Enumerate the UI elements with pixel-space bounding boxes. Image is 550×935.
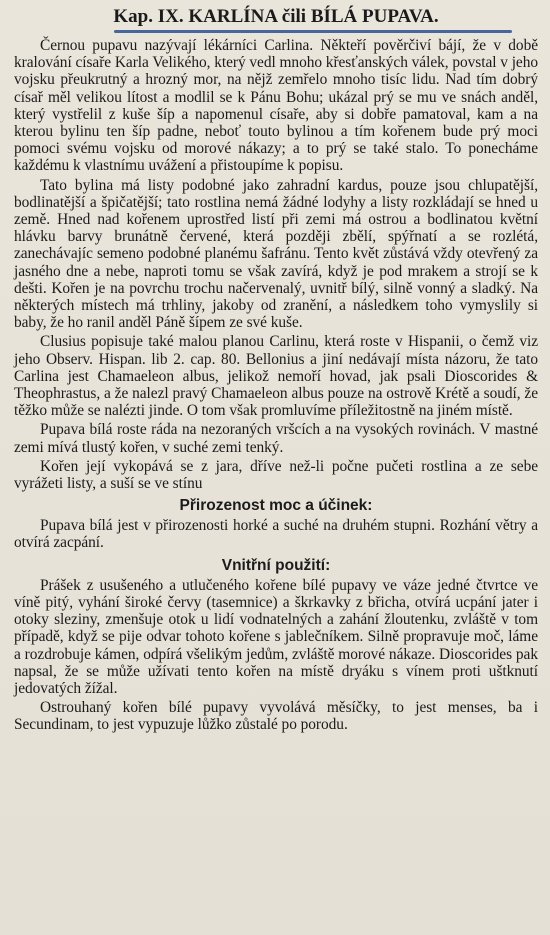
section-heading-internal-use: Vnitřní použití: [221, 556, 331, 574]
paragraph-habitat: Pupava bílá roste ráda na nezoraných vršcích a na vysokých rovinách. V mastné zemi mívá tlustý kořen, v suché zemi tenký. [14, 421, 538, 456]
paragraph-description: Tato bylina má listy podobné jako zahradní kardus, pouze jsou chlupatější, bodlinatější a špičatější; tato rostlina nemá žádné lodyhy a listy rozkládají se hned u země. Hned nad kořenem uprostřed listí při zemi má ostrou a bodlinatou květní hlávku barvy brunátně červené, která později zbělí, spýřnatí a se rozlétá, zanechávajíc semeno podobné planému šafránu. Tento květ zůstává vždy otevřený za jasného dne a nebe, naproti tomu se však zavírá, když je pod mrakem a strojí se k dešti. Kořen je na povrchu trochu načervenalý, uvnitř bílý, silně vonný a sladký. Na některých místech má trhliny, jakoby od zranění, a následkem toho vymyslily si baby, že ho ranil anděl Páně šípem ze své kuše. [14, 176, 538, 332]
paragraph-internal-use: Prášek z usušeného a utlučeného kořene bílé pupavy ve váze jedné čtvrtce ve víně pitý, vyhání široké červy (tasemnice) a škrkavky z břicha, otvírá ucpání jater i otoky sleziny, zmenšuje otok u lidí vodnatelných a zahání žloutenku, zvláště v tom případě, když se pije odvar tohoto kořene s jablečníkem. Silně propravuje moč, láme a rozdrobuje kámen, odpírá všelikým jedům, zvláště morové nákaze. Dioscorides pak napsal, že se může užívati tento kořen na místě dryáku s vínem proti uštknutí jedovatých žížal. [14, 576, 538, 697]
paragraph-legend: Černou pupavu nazývají lékárníci Carlina. Někteří pověrčiví bájí, že v době kralování císaře Karla Velikého, který vedl mnoho křesťanských válek, povstal v jeho vojsku přeukrutný a hrozný mor, na nějž zemřelo mnoho tisíc lidu. Nad tím dobrý císař měl velikou lítost a modlil se k Pánu Bohu; ukázal prý se mu ve snách anděl, který vystřelil z kuše šíp a napomenul císaře, aby si dobře pamatoval, kam a na kterou bylinu ten šíp padne, neboť touto bylinou a tím kořenem bude prý moci pomoci svému vojsku od morové nákazy; a to prý se také stalo. To ponecháme každému k vlastnímu uvážení a přistoupíme k popisu. [14, 37, 538, 175]
title-underline [114, 30, 512, 33]
section-heading-nature: Přirozenost moc a účinek: [179, 497, 373, 515]
paragraph-menses: Ostrouhaný kořen bílé pupavy vyvolává měsíčky, to jest menses, ba i Secundinam, to jest vypuzuje lůžko zůstalé po porodu. [14, 699, 538, 734]
paragraph-harvest: Kořen její vykopává se z jara, dříve než-li počne pučeti rostlina a ze sebe vyrážeti listy, a suší se ve stínu [14, 457, 538, 493]
paragraph-clusius: Clusius popisuje také malou planou Carlinu, která roste v Hispanii, o čemž viz jeho Observ. Hispan. lib 2. cap. 80. Bellonius a jiní nedávají místa názoru, že tato Carlina jest Chamaeleon albus, jelikož nemoří hovad, jak psali Dioscorides & Theophrastus, a že nalezl pravý Chamaeleon albus pouze na ostrově Krétě a soudí, že těžko může se nalézti jinde. O tom však promluvíme příležitostně na jiném místě. [14, 333, 538, 420]
paragraph-nature: Pupava bílá jest v přirozenosti horké a suché na druhém stupni. Rozhání větry a otvírá zacpání. [14, 517, 538, 552]
chapter-title: Kap. IX. KARLÍNA čili BÍLÁ PUPAVA. [113, 6, 439, 27]
